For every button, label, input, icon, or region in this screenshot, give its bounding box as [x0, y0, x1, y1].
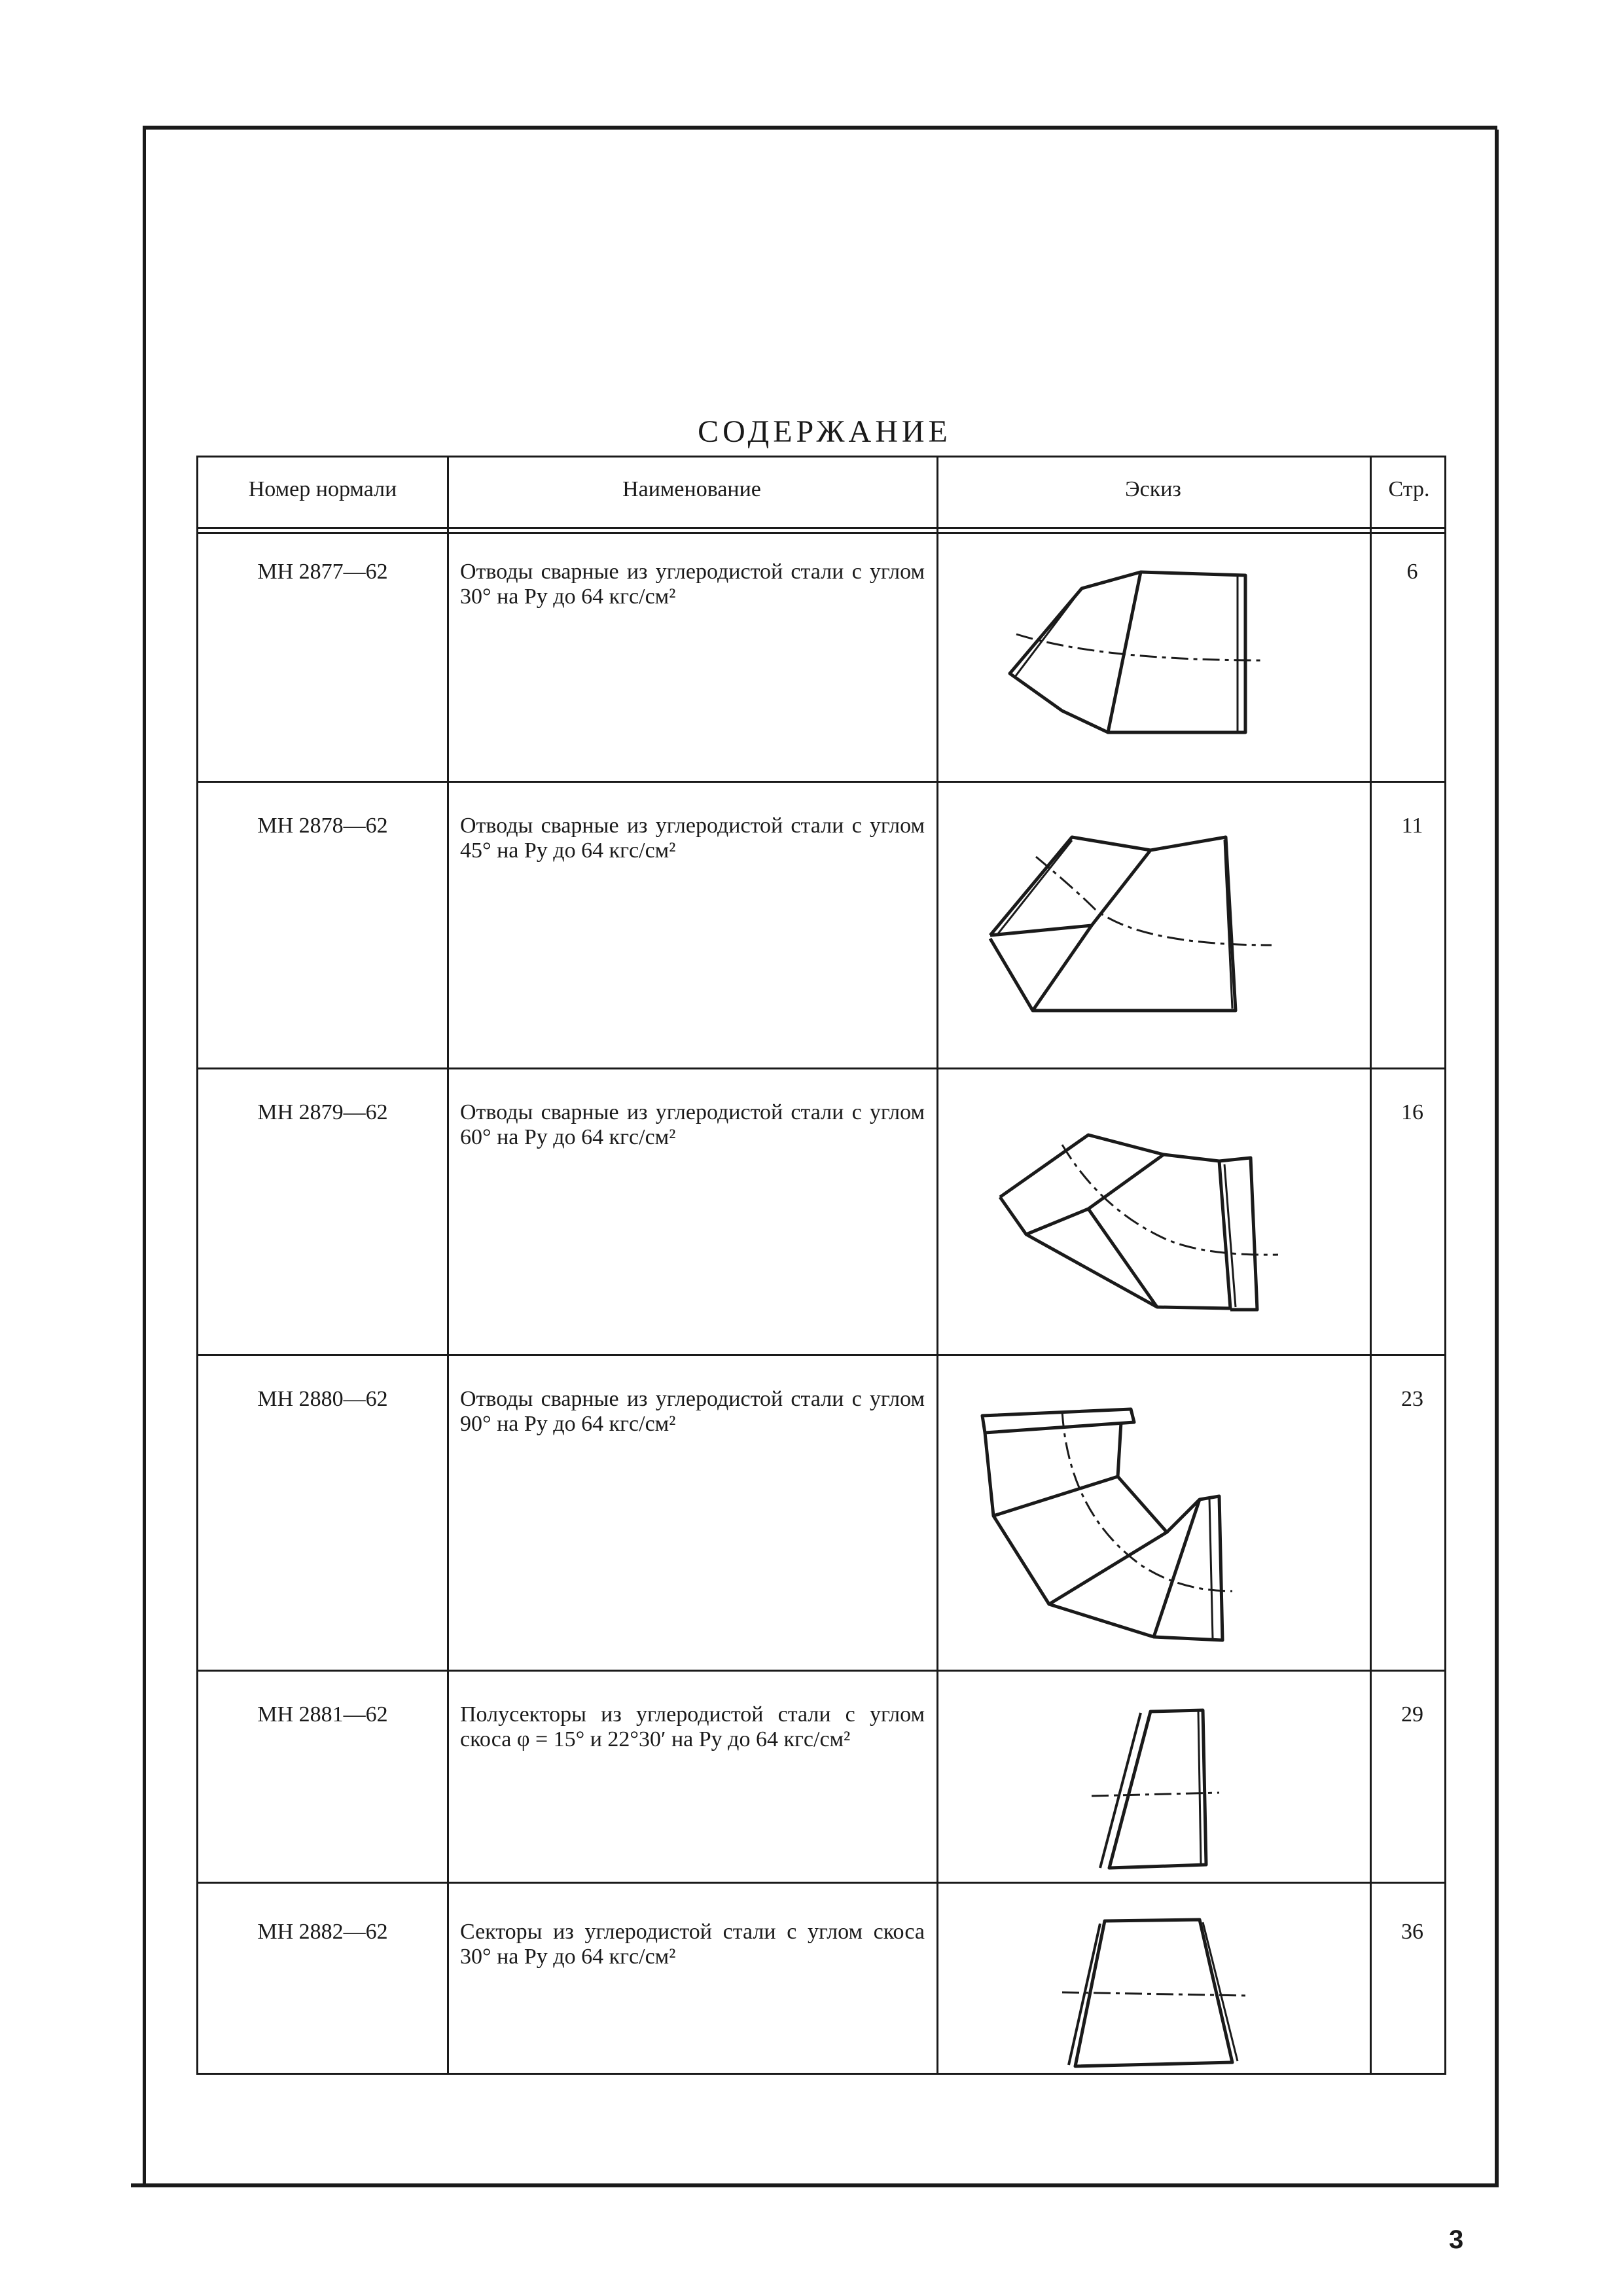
header-divider — [198, 527, 1444, 529]
row-name: Отводы сварные из углеродистой стали с углом 30° на Pу до 64 кгс/см² — [460, 560, 925, 609]
frame-bottom — [131, 2183, 1499, 2187]
row-number: МН 2877—62 — [257, 560, 388, 584]
row-number: МН 2882—62 — [257, 1920, 388, 1944]
page-title: СОДЕРЖАНИЕ — [698, 414, 952, 449]
page-number: 3 — [1449, 2225, 1464, 2254]
row-name: Отводы сварные из углеродистой стали с углом 60° на Pу до 64 кгс/см² — [460, 1100, 925, 1149]
elbow-45-icon — [944, 811, 1311, 1047]
row-number: МН 2879—62 — [257, 1100, 388, 1124]
column-divider — [447, 457, 449, 2073]
row-page: 11 — [1401, 814, 1423, 838]
row-page: 6 — [1406, 560, 1418, 584]
header-number: Номер нормали — [248, 477, 397, 501]
row-divider — [198, 781, 1444, 783]
half-sector-icon — [944, 1701, 1311, 1884]
row-number: МН 2880—62 — [257, 1387, 388, 1411]
row-divider — [198, 1670, 1444, 1672]
row-page: 16 — [1401, 1100, 1423, 1124]
elbow-90-icon — [944, 1395, 1311, 1657]
column-divider — [936, 457, 938, 2073]
header-sketch: Эскиз — [1125, 477, 1181, 501]
elbow-60-icon — [944, 1099, 1311, 1335]
sector-icon — [944, 1910, 1311, 2074]
row-page: 23 — [1401, 1387, 1423, 1411]
frame-top — [143, 126, 1497, 130]
row-page: 29 — [1401, 1702, 1423, 1727]
row-name: Секторы из углеродистой стали с углом скоса 30° на Pу до 64 кгс/см² — [460, 1920, 925, 1969]
frame-left — [143, 130, 146, 2185]
row-name: Отводы сварные из углеродистой стали с углом 90° на Pу до 64 кгс/см² — [460, 1387, 925, 1436]
header-name: Наименование — [622, 477, 761, 501]
contents-table — [196, 456, 1446, 2075]
row-divider — [198, 1354, 1444, 1356]
row-number: МН 2881—62 — [257, 1702, 388, 1727]
frame-right — [1495, 130, 1499, 2185]
row-divider — [198, 1067, 1444, 1069]
elbow-30-icon — [944, 556, 1311, 772]
row-number: МН 2878—62 — [257, 814, 388, 838]
row-page: 36 — [1401, 1920, 1423, 1944]
row-name: Полусекторы из углеродистой стали с углом скоса φ = 15° и 22°30′ на Pу до 64 кгс/см² — [460, 1702, 925, 1751]
row-name: Отводы сварные из углеродистой стали с углом 45° на Pу до 64 кгс/см² — [460, 814, 925, 863]
header-page: Стр. — [1388, 477, 1430, 501]
column-divider — [1370, 457, 1372, 2073]
